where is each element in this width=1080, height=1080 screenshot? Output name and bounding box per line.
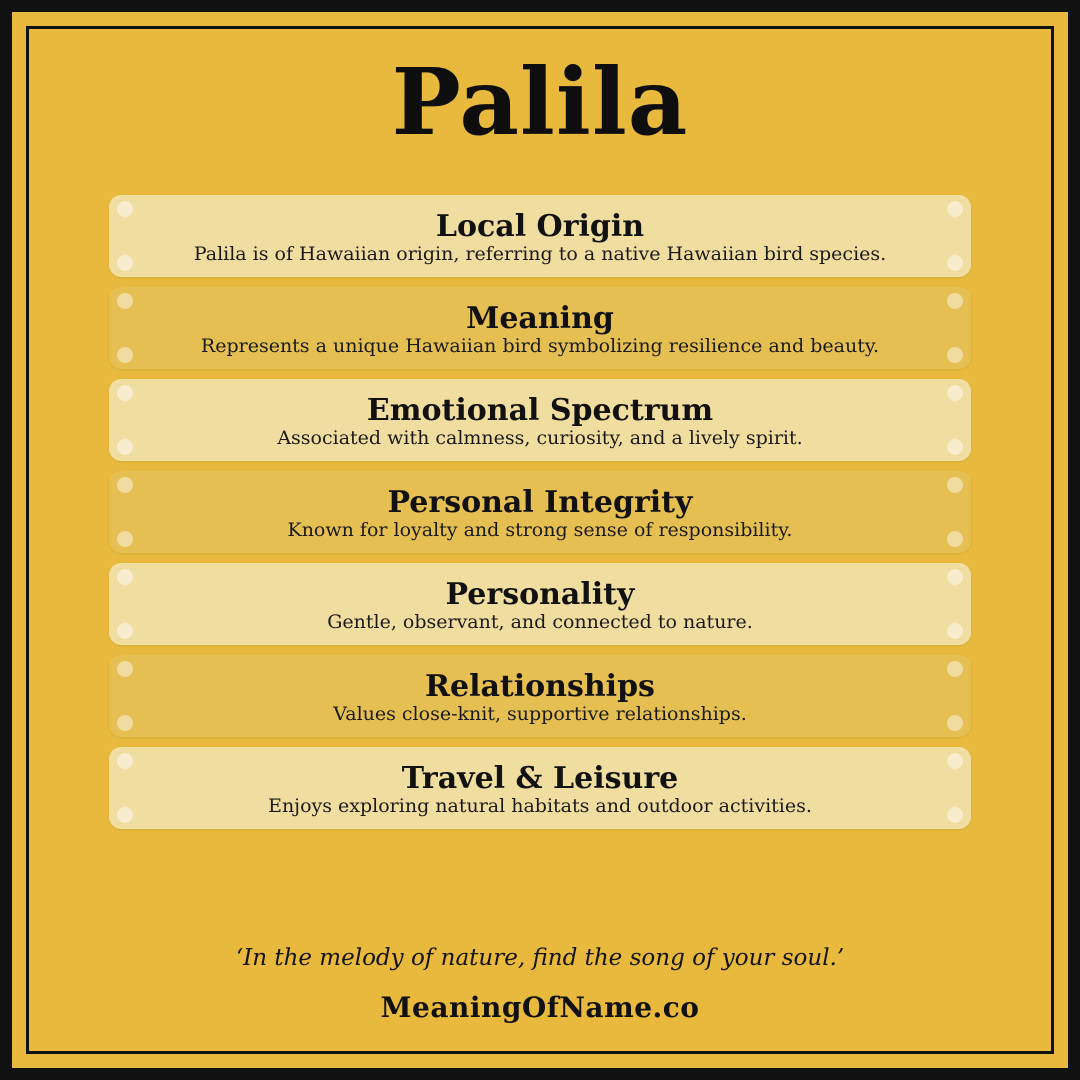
card-knob-icon [117, 385, 133, 401]
card-knob-icon [947, 439, 963, 455]
card-knob-icon [117, 807, 133, 823]
poster-content [30, 30, 1050, 1050]
section-description: Gentle, observant, and connected to nature. [327, 610, 753, 633]
card-knob-icon [117, 293, 133, 309]
card-knob-icon [947, 347, 963, 363]
footer [30, 945, 1050, 1024]
section-title: Meaning [466, 300, 614, 336]
brand-name: MeaningOfName.co [380, 991, 700, 1024]
card-knob-icon [117, 531, 133, 547]
section-description: Palila is of Hawaiian origin, referring to a native Hawaiian bird species. [193, 242, 887, 265]
card-knob-icon [117, 623, 133, 639]
card-knob-icon [947, 201, 963, 217]
card-knob-icon [947, 255, 963, 271]
list-item [109, 747, 971, 829]
card-knob-icon [947, 569, 963, 585]
card-knob-icon [947, 753, 963, 769]
list-item [109, 563, 971, 645]
section-title: Travel & Leisure [401, 760, 679, 796]
card-knob-icon [117, 477, 133, 493]
card-knob-icon [947, 807, 963, 823]
card-knob-icon [947, 715, 963, 731]
card-knob-icon [117, 661, 133, 677]
section-title: Personality [445, 576, 635, 612]
section-description: Known for loyalty and strong sense of responsibility. [287, 518, 793, 541]
section-title: Relationships [425, 668, 655, 704]
card-knob-icon [947, 477, 963, 493]
section-description: Represents a unique Hawaiian bird symbolizing resilience and beauty. [200, 334, 880, 357]
card-knob-icon [117, 347, 133, 363]
section-description: Enjoys exploring natural habitats and outdoor activities. [268, 794, 812, 817]
card-knob-icon [947, 293, 963, 309]
card-knob-icon [947, 623, 963, 639]
list-item [109, 195, 971, 277]
list-item [109, 287, 971, 369]
list-item [109, 655, 971, 737]
card-knob-icon [117, 715, 133, 731]
section-description: Associated with calmness, curiosity, and a lively spirit. [277, 426, 803, 449]
list-item [109, 471, 971, 553]
card-knob-icon [947, 385, 963, 401]
card-knob-icon [117, 255, 133, 271]
section-title: Personal Integrity [387, 484, 693, 520]
section-description: Values close-knit, supportive relationships. [333, 702, 747, 725]
section-title: Local Origin [435, 208, 645, 244]
quote-text: ‘In the melody of nature, find the song of your soul.’ [235, 945, 845, 971]
card-knob-icon [117, 569, 133, 585]
card-knob-icon [117, 753, 133, 769]
card-knob-icon [947, 531, 963, 547]
card-knob-icon [947, 661, 963, 677]
card-knob-icon [117, 201, 133, 217]
sections-list [109, 195, 971, 829]
list-item [109, 379, 971, 461]
card-knob-icon [117, 439, 133, 455]
section-title: Emotional Spectrum [366, 392, 714, 428]
page-title: Palila [391, 48, 689, 156]
